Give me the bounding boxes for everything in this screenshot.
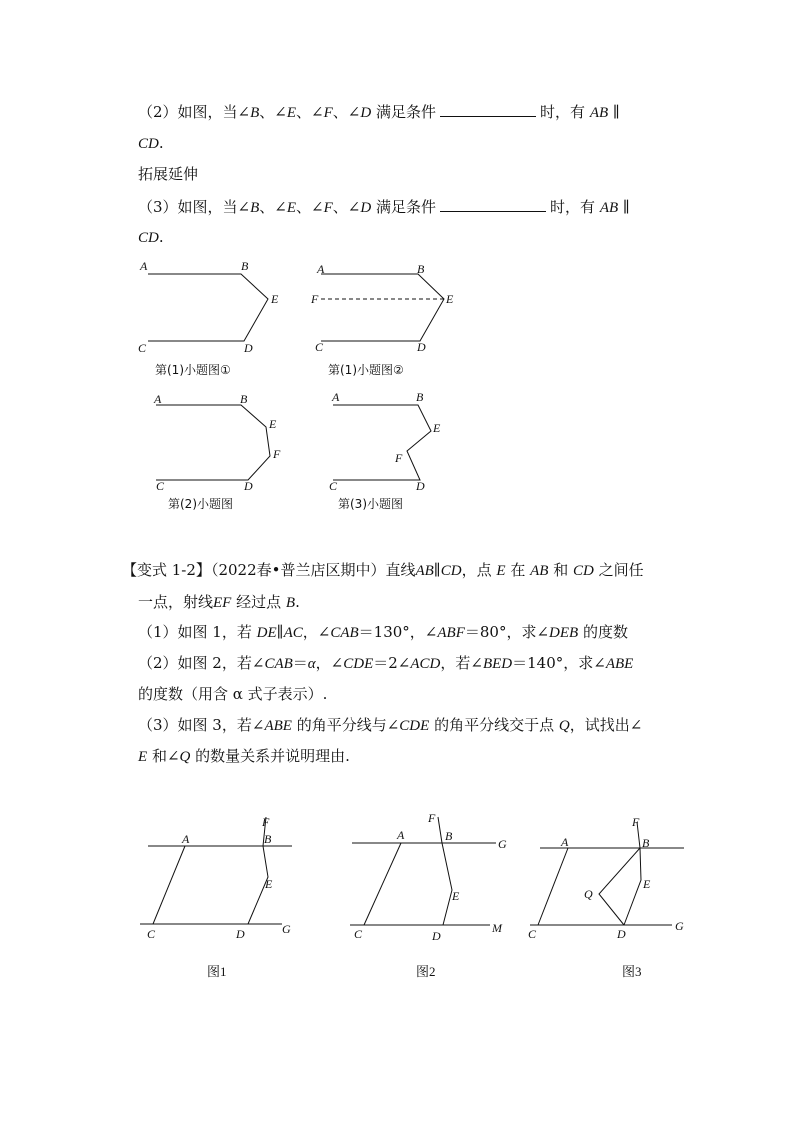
label-d: D: [432, 929, 441, 943]
text: ，∠: [302, 623, 331, 641]
text: 经过点: [236, 593, 282, 611]
text: ，∠: [315, 654, 344, 672]
text: （2）如图 2，若∠: [138, 654, 265, 672]
angle-abf: ABF: [437, 625, 465, 641]
label-a: A: [561, 835, 569, 849]
part2-prefix: （2）如图，当∠: [138, 103, 251, 121]
text: 和: [553, 561, 569, 579]
angle-f: F: [323, 200, 333, 216]
text: ＝130°，∠: [358, 623, 438, 641]
small-figure-4-caption: 第(3)小题图: [338, 497, 403, 511]
label-b: B: [240, 392, 248, 406]
variant-q2: [138, 653, 633, 674]
parallel-symbol: ∥: [433, 561, 441, 579]
line-cd: CD: [440, 563, 462, 579]
sep: 、∠: [332, 103, 361, 121]
point-e: E: [496, 563, 506, 579]
label-c: C: [354, 927, 363, 941]
small-figure-2-caption: 第(1)小题图②: [328, 363, 404, 377]
label-c: C: [329, 479, 338, 493]
text: ，若∠: [440, 654, 483, 672]
text: 的数量关系并说明理由.: [195, 747, 350, 765]
ray-ef: EF: [213, 595, 232, 611]
line-cd: CD: [138, 136, 159, 152]
angle-abe: ABE: [264, 718, 292, 734]
angle-e: E: [138, 749, 148, 765]
label-d: D: [416, 479, 425, 493]
angle-cde: CDE: [399, 718, 430, 734]
part3-prefix: （3）如图，当∠: [138, 198, 251, 216]
sep: 、∠: [296, 103, 324, 121]
variant-q1: [138, 622, 628, 643]
label-f: F: [428, 811, 436, 825]
small-figure-3-caption: 第(2)小题图: [168, 497, 233, 511]
label-c: C: [138, 341, 147, 355]
label-b: B: [264, 832, 272, 846]
label-f: F: [311, 292, 319, 306]
small-figure-3: [156, 405, 270, 480]
big-figure-1: [140, 817, 292, 924]
angle-cde: CDE: [343, 656, 374, 672]
angle-q: Q: [179, 749, 191, 765]
big-figure-2: [350, 817, 496, 925]
text: 在: [510, 561, 526, 579]
line-ac: AC: [283, 625, 303, 641]
label-d: D: [617, 927, 626, 941]
label-d: D: [244, 479, 253, 493]
label-a: A: [332, 390, 340, 404]
small-figure-2: [321, 274, 444, 341]
alpha: α: [307, 656, 316, 672]
point-q: Q: [558, 718, 570, 734]
part2-mid: 满足条件: [376, 103, 437, 121]
variant-q3: [138, 715, 642, 736]
answer-blank-3[interactable]: [440, 197, 546, 212]
big-figure-3: [530, 822, 684, 925]
text: ，试找出∠: [569, 716, 643, 734]
part3-line2: [138, 227, 164, 248]
line-cd: CD: [138, 230, 159, 246]
label-d: D: [236, 927, 245, 941]
angle-b: B: [250, 200, 260, 216]
text: ，点: [461, 561, 492, 579]
label-m: M: [492, 921, 502, 935]
variant-source: （2022春•普兰店区期中）直线: [210, 561, 416, 579]
part2-line1: [138, 102, 620, 123]
text: ＝140°，求∠: [512, 654, 606, 672]
angle-abe: ABE: [605, 656, 634, 672]
part2-line2: [138, 133, 164, 154]
variant-tag: 【变式 1-2】: [122, 561, 211, 579]
text: 和∠: [151, 747, 180, 765]
part3-line1: [138, 197, 630, 218]
label-a: A: [317, 262, 325, 276]
parallel-symbol: ∥: [612, 103, 620, 121]
label-d: D: [417, 340, 426, 354]
small-figure-1-caption: 第(1)小题图①: [155, 363, 231, 377]
angle-d: D: [360, 200, 372, 216]
variant-q3-line2: [138, 746, 350, 767]
label-c: C: [156, 479, 165, 493]
label-e: E: [452, 889, 460, 903]
parallel-symbol: ∥: [276, 623, 284, 641]
label-b: B: [642, 836, 650, 850]
sep: 、∠: [332, 198, 361, 216]
small-figure-1: [148, 274, 268, 341]
label-g: G: [675, 919, 684, 933]
line-ab: AB: [599, 200, 619, 216]
label-e: E: [446, 292, 454, 306]
answer-blank-2[interactable]: [440, 102, 536, 117]
angle-e: E: [286, 105, 297, 121]
text: 之间任: [598, 561, 644, 579]
text: 一点，射线: [138, 593, 214, 611]
sep: 、∠: [296, 198, 324, 216]
label-e: E: [433, 421, 441, 435]
label-b: B: [417, 262, 425, 276]
variant-q2-line2: [138, 684, 327, 704]
angle-f: F: [323, 105, 333, 121]
sep: 、∠: [259, 198, 287, 216]
label-b: B: [416, 390, 424, 404]
label-e: E: [271, 292, 279, 306]
label-g: G: [282, 922, 291, 936]
label-b: B: [241, 259, 249, 273]
text: ＝80°，求∠: [464, 623, 550, 641]
angle-cab: CAB: [330, 625, 359, 641]
label-a: A: [182, 832, 190, 846]
label-c: C: [147, 927, 156, 941]
label-d: D: [244, 341, 253, 355]
big-figure-1-caption: 图1: [207, 964, 227, 979]
label-e: E: [643, 877, 651, 891]
angle-d: D: [360, 105, 372, 121]
label-f: F: [273, 447, 281, 461]
label-f: F: [395, 451, 403, 465]
parallel-symbol: ∥: [622, 198, 630, 216]
part3-suffix: 时，有: [550, 198, 596, 216]
label-b: B: [445, 829, 453, 843]
line-ab: AB: [589, 105, 609, 121]
angle-bed: BED: [482, 656, 513, 672]
line-ab: AB: [530, 563, 549, 579]
label-g: G: [498, 837, 507, 851]
label-e: E: [265, 877, 273, 891]
big-figure-2-caption: 图2: [416, 964, 436, 979]
line-de: DE: [256, 625, 277, 641]
section-heading: 拓展延伸: [138, 165, 199, 183]
label-e: E: [269, 417, 277, 431]
variant-line1: [122, 560, 644, 581]
variant-line2: [138, 592, 300, 613]
small-figure-4: [333, 405, 431, 480]
text: 的度数: [582, 623, 628, 641]
big-figure-3-caption: 图3: [622, 964, 642, 979]
part2-suffix: 时，有: [540, 103, 586, 121]
angle-deb: DEB: [549, 625, 579, 641]
line-cd: CD: [573, 563, 594, 579]
period: .: [158, 228, 164, 246]
text: （1）如图 1，若: [138, 623, 252, 641]
text: ＝: [292, 654, 308, 672]
text: ＝2∠: [373, 654, 411, 672]
label-q: Q: [584, 887, 593, 901]
period: .: [158, 134, 164, 152]
angle-acd: ACD: [410, 656, 441, 672]
label-a: A: [154, 392, 162, 406]
angle-b: B: [250, 105, 260, 121]
label-f: F: [262, 815, 270, 829]
text: 的角平分线与∠: [296, 716, 400, 734]
label-f: F: [632, 815, 640, 829]
text: 的度数（用含 α 式子表示）.: [138, 685, 328, 703]
angle-cab: CAB: [264, 656, 293, 672]
sep: 、∠: [259, 103, 287, 121]
text: （3）如图 3，若∠: [138, 716, 265, 734]
period: .: [295, 593, 300, 611]
point-b: B: [285, 595, 296, 611]
label-c: C: [528, 927, 537, 941]
angle-e: E: [286, 200, 297, 216]
label-a: A: [397, 828, 405, 842]
label-c: C: [315, 340, 324, 354]
label-a: A: [140, 259, 148, 273]
line-ab: AB: [415, 563, 434, 579]
part3-mid: 满足条件: [376, 198, 437, 216]
text: 的角平分线交于点: [434, 716, 555, 734]
